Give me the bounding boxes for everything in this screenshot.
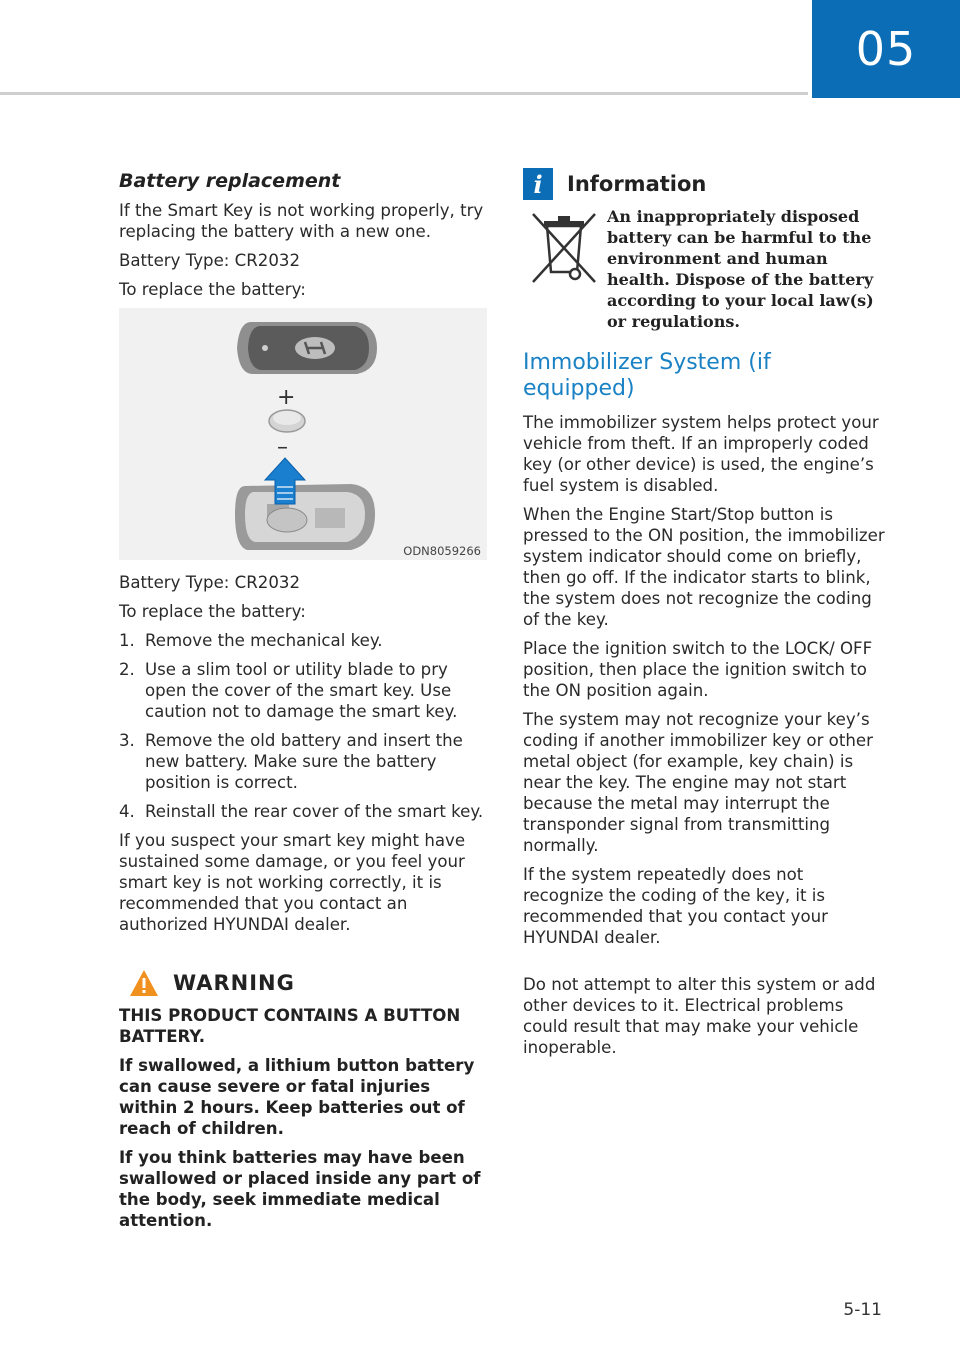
battery-type-text: Battery Type: CR2032 xyxy=(119,251,301,270)
minus-sign: – xyxy=(277,435,288,460)
left-column xyxy=(119,168,489,1239)
immobilizer-paragraph: Place the ignition switch to the LOCK/ OFF position, then place the ignition switch to the ON position again. xyxy=(523,639,873,700)
header-rule xyxy=(0,92,808,95)
warning-triangle-icon xyxy=(129,969,159,997)
step-number: 3. xyxy=(119,731,135,750)
information-label: Information xyxy=(567,172,707,196)
information-icon: i xyxy=(523,168,553,200)
immobilizer-paragraph: When the Engine Start/Stop button is pressed to the ON position, the immobilizer system indicator should come on briefly, then go off. If the indicator starts to blink, the system does not recognize the coding of the key. xyxy=(523,505,885,629)
step-number: 4. xyxy=(119,802,135,821)
dealer-contact-paragraph: If you suspect your smart key might have sustained some damage, or you feel your smart key is not working correctly, it is recommended that you contact an authorized HYUNDAI dealer. xyxy=(119,831,466,934)
list-item xyxy=(119,730,489,793)
list-item xyxy=(119,630,489,651)
information-title xyxy=(523,168,888,200)
step-text: Remove the mechanical key. xyxy=(145,631,383,650)
step-text: Remove the old battery and insert the new battery. Make sure the battery position is correct. xyxy=(145,731,463,792)
battery-type-text-2: Battery Type: CR2032 xyxy=(119,573,301,592)
chapter-tab xyxy=(812,0,960,98)
battery-replacement-heading: Battery replacement xyxy=(119,170,341,192)
step-text: Reinstall the rear cover of the smart key. xyxy=(145,802,484,821)
list-item xyxy=(119,801,489,822)
chapter-number: 05 xyxy=(855,22,917,76)
page-number: 5-11 xyxy=(843,1300,882,1320)
replace-instruction-text: To replace the battery: xyxy=(119,280,306,299)
warning-paragraph: THIS PRODUCT CONTAINS A BUTTON BATTERY. xyxy=(119,1006,461,1046)
warning-label: WARNING xyxy=(173,971,295,995)
step-text: Use a slim tool or utility blade to pry open the cover of the smart key. Use caution not to damage the smart key. xyxy=(145,660,458,721)
warning-title xyxy=(129,969,489,997)
immobilizer-paragraph: If the system repeatedly does not recognize the coding of the key, it is recommended that you contact your HYUNDAI dealer. xyxy=(523,865,828,947)
replace-instruction-text-2: To replace the battery: xyxy=(119,602,306,621)
information-block xyxy=(523,206,888,332)
right-column xyxy=(523,168,888,1066)
crossed-out-bin-icon xyxy=(523,206,605,288)
list-item xyxy=(119,659,489,722)
plus-sign: + xyxy=(277,385,296,410)
warning-paragraph: If you think batteries may have been swallowed or placed inside any part of the body, seek immediate medical attention. xyxy=(119,1148,481,1230)
immobilizer-heading: Immobilizer System (if equipped) xyxy=(523,350,771,401)
replacement-steps-list xyxy=(119,630,489,822)
smart-key-battery-figure xyxy=(119,308,487,560)
immobilizer-paragraph: The system may not recognize your key’s coding if another immobilizer key or other metal object (for example, key chain) is near the key. The engine may not start because the metal may interrupt the transponder signal from transmitting normally. xyxy=(523,710,873,855)
step-number: 1. xyxy=(119,631,135,650)
immobilizer-paragraph: The immobilizer system helps protect your vehicle from theft. If an improperly coded key (or other device) is used, the engine’s fuel system is disabled. xyxy=(523,413,879,495)
information-text: An inappropriately disposed battery can be harmful to the environment and human health. Dispose of the battery according to your local law(s) or regulations. xyxy=(607,207,874,331)
figure-code: ODN8059266 xyxy=(403,544,481,558)
alteration-notice-paragraph: Do not attempt to alter this system or add other devices to it. Electrical problems could result that may make your vehicle inoperable. xyxy=(523,975,876,1057)
step-number: 2. xyxy=(119,660,135,679)
smart-key-illustration xyxy=(119,308,487,560)
intro-paragraph: If the Smart Key is not working properly, try replacing the battery with a new one. xyxy=(119,201,484,241)
warning-paragraph: If swallowed, a lithium button battery can cause severe or fatal injuries within 2 hours. Keep batteries out of reach of children. xyxy=(119,1056,475,1138)
